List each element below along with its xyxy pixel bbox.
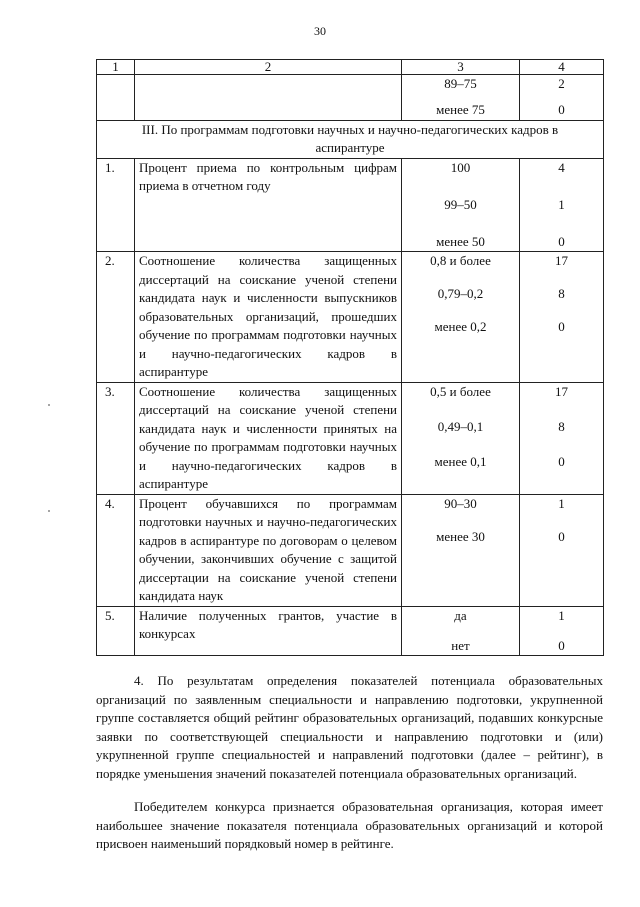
table-row [97, 158, 604, 252]
points-line: 0 [558, 233, 565, 249]
points-line: 0 [558, 637, 565, 653]
header-cell-3: 3 [402, 60, 520, 75]
value-line: 0,79–0,2 [437, 286, 484, 301]
value-line: 90–30 [444, 495, 477, 511]
criteria-table [96, 59, 604, 656]
value-line: менее 75 [436, 102, 485, 117]
points-line: 1 [558, 607, 565, 623]
section-title-row [97, 120, 604, 158]
row-values [402, 382, 520, 494]
value-line: менее 30 [436, 528, 485, 544]
points-line: 17 [555, 383, 568, 399]
row-number: 2. [97, 252, 135, 383]
row-description: Наличие полученных грантов, участие в конкурсах [135, 606, 402, 656]
page-number: 30 [314, 24, 326, 38]
header-cell-2: 2 [135, 60, 402, 75]
continuation-text-cell [135, 75, 402, 121]
value-line: 0,5 и более [430, 383, 491, 399]
value-line: да [454, 607, 467, 623]
paragraph-ranking: 4. По результатам определения показателей потенциала образовательных организаций по заявленным специальности и направлению подготовки, укрупненной группе составляется общий рейтинг образовательных организаций, подавших конкурсные заявки по соответствующей специальности и направлению подготовки и (или) укрупненной группе специальностей и направлений подготовки (далее – рейтинг), в порядке уменьшения значений показателей потенциала образовательных организаций. [96, 673, 603, 781]
row-description: Процент приема по контрольным цифрам приема в отчетном году [135, 158, 402, 252]
points-line: 8 [558, 286, 565, 301]
row-values [402, 606, 520, 656]
table-row [97, 252, 604, 383]
value-line: менее 0,2 [434, 319, 487, 334]
row-points [520, 382, 604, 494]
points-line: 1 [558, 495, 565, 511]
row-values [402, 494, 520, 606]
row-values [402, 252, 520, 383]
row-number: 4. [97, 494, 135, 606]
header-cell-1: 1 [97, 60, 135, 75]
continuation-num-cell [97, 75, 135, 121]
points-line: 4 [558, 159, 565, 175]
row-description: Процент обучавшихся по программам подготовки научных и научно-педагогических кадров в аспирантуре по договорам о целевом обучении, закончивших обучение с защитой диссертации на соискание ученой степени кандидата наук [135, 494, 402, 606]
value-line: 0,8 и более [430, 253, 491, 268]
section-title: III. По программам подготовки научных и научно-педагогических кадров в аспирантуре [97, 120, 604, 158]
continuation-points-cell [520, 75, 604, 121]
continuation-values-cell [402, 75, 520, 121]
row-number: 5. [97, 606, 135, 656]
scan-speck [48, 404, 50, 406]
row-values [402, 158, 520, 252]
scan-speck [48, 510, 50, 512]
points-line: 2 [558, 76, 565, 91]
row-points [520, 606, 604, 656]
value-line: менее 0,1 [434, 453, 487, 469]
row-number: 1. [97, 158, 135, 252]
table-row [97, 382, 604, 494]
row-points [520, 494, 604, 606]
points-line: 0 [558, 528, 565, 544]
table-header-row [97, 60, 604, 75]
value-line: 0,49–0,1 [437, 418, 484, 434]
paragraph-winner: Победителем конкурса признается образовательная организация, которая имеет наибольшее значение показателя потенциала образовательных организаций и которой присвоен наименьший порядковый номер в рейтинге. [96, 799, 603, 851]
header-cell-4: 4 [520, 60, 604, 75]
row-description: Соотношение количества защищенных диссертаций на соискание ученой степени кандидата наук и численности выпускников образовательных организаций, прошедших обучение по программам подготовки научных и научно-педагогических кадров в аспирантуре [135, 252, 402, 383]
row-description: Соотношение количества защищенных диссертаций на соискание ученой степени кандидата наук и численности принятых на обучение по программам подготовки научных и научно-педагогических кадров в аспирантуре [135, 382, 402, 494]
value-line: нет [451, 637, 470, 653]
points-line: 0 [558, 319, 565, 334]
row-points [520, 158, 604, 252]
value-line: менее 50 [436, 233, 485, 249]
row-points [520, 252, 604, 383]
points-line: 17 [555, 253, 568, 268]
continuation-row [97, 75, 604, 121]
table-row [97, 606, 604, 656]
row-number: 3. [97, 382, 135, 494]
points-line: 0 [558, 453, 565, 469]
value-line: 100 [450, 159, 471, 175]
value-line: 99–50 [444, 196, 477, 212]
points-line: 1 [558, 196, 565, 212]
points-line: 0 [558, 102, 565, 117]
table-row [97, 494, 604, 606]
value-line: 89–75 [444, 76, 477, 91]
points-line: 8 [558, 418, 565, 434]
